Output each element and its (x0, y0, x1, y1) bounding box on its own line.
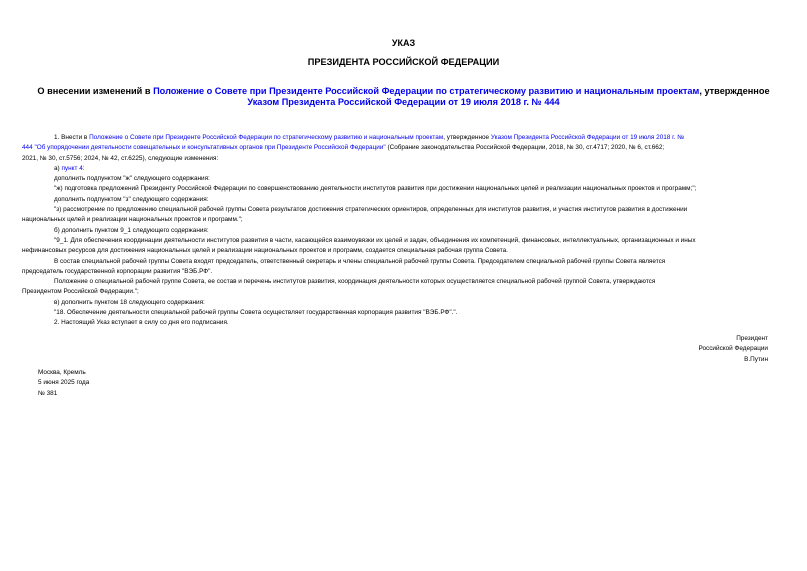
paragraph-1-line-2 (22, 143, 768, 153)
document-title-line-1 (0, 86, 807, 96)
signature-country: Российской Федерации (698, 345, 768, 353)
p1-link-decree-number[interactable]: 444 (22, 144, 33, 152)
subparagraph-a (38, 164, 768, 174)
a-prefix: а) (54, 164, 62, 172)
comp-line-2: председатель государственной корпорации развития "ВЭБ.РФ". (22, 267, 213, 275)
comp-line-1: В состав специальной рабочей группы Совета входят председатель, ответственный секретарь и члены специальной рабочей группы Совета. Председателем специальной рабочей группы Совета является (54, 257, 666, 265)
signature-title: Президент (736, 335, 768, 342)
p91-line-2: нефинансовых ресурсов для достижения национальных целей и реализации национальных проектов и программ, создается специальная рабочая группа Совета. (22, 247, 508, 255)
add-zh-paragraph: дополнить подпунктом "ж" следующего содержания: (54, 175, 210, 183)
footer-date: 5 июня 2025 года (38, 379, 90, 387)
point-9-1-text (22, 236, 768, 257)
title-prefix: О внесении изменений в (37, 86, 154, 96)
president-heading: ПРЕЗИДЕНТА РОССИЙСКОЙ ФЕДЕРАЦИИ (307, 57, 500, 67)
paragraph-1 (22, 133, 768, 164)
decree-heading: УКАЗ (391, 38, 416, 48)
p91-line-1: "9_1. Для обеспечения координации деятельности институтов развития в части, касающейся взаимоувязки их целей и задач, объединения их компетенций, финансовых, интеллектуальных, организационных и иных (54, 236, 696, 244)
p1-link-ordering-decree[interactable]: "Об упорядочении деятельности совещательных и консультативных органов при Президенте Российской Федерации" (34, 144, 386, 152)
p1-link-regulation[interactable]: Положение о Совете при Президенте Российской Федерации по стратегическому развитию и национальным проектам (89, 134, 444, 141)
p1-link-decree[interactable]: Указом Президента Российской Федерации от 19 июля 2018 г. № (490, 134, 685, 141)
p1-start: 1. Внести в (54, 134, 90, 141)
paragraph-1-line-3: 2021, № 30, ст.5756; 2024, № 42, ст.6225), следующие изменения: (22, 154, 219, 162)
document-title-line-2 (0, 97, 807, 107)
footer-place: Москва, Кремль (38, 369, 86, 376)
z-line-1: "з) рассмотрение по предложению специальной рабочей группы Совета результатов достижения стратегических ориентиров, определенных для институтов развития, и участия институтов развития в достижении (54, 206, 688, 214)
p1-source-1: (Собрание законодательства Российской Федерации, 2018, № 30, ст.4717; 2020, № 6, ст.662; (385, 144, 665, 152)
signature-block (699, 334, 769, 365)
zh-text: "ж) подготовка предложений Президенту Российской Федерации по совершенствованию деятельности институтов развития при достижении национальных целей и реализации национальных проектов и программ;"; (54, 185, 697, 193)
subparagraph-b: б) дополнить пунктом 9_1 следующего содержания: (54, 226, 209, 234)
paragraph-1-line-1 (38, 133, 768, 143)
add-z-paragraph: дополнить подпунктом "з" следующего содержания: (54, 195, 209, 203)
subparagraph-v: в) дополнить пунктом 18 следующего содержания: (54, 298, 205, 306)
title-link-regulation[interactable]: Положение о Совете при Президенте Российской Федерации по стратегическому развитию и национальным проектам (153, 86, 700, 96)
link-point-4[interactable]: пункт 4 (61, 164, 83, 172)
title-link-decree[interactable]: Указом Президента Российской Федерации от 19 июля 2018 г. № 444 (247, 97, 560, 107)
a-suffix: : (82, 164, 85, 172)
footer-number: № 381 (38, 389, 58, 397)
z-text (22, 205, 768, 226)
title-mid: , утвержденное (699, 86, 770, 96)
composition-text (22, 257, 768, 278)
point-18-text: "18. Обеспечение деятельности специальной рабочей группы Совета осуществляет государственная корпорация развития "ВЭБ.РФ".". (54, 309, 458, 317)
document-body (22, 133, 768, 329)
p1-mid: , утвержденное (443, 134, 491, 141)
pol-line-1: Положение о специальной рабочей группе Совета, ее состав и перечень институтов развития, координация деятельности которых осуществляется специальной рабочей группой Совета, утверждаются (54, 278, 656, 286)
footer-block (38, 368, 89, 399)
z-line-2: национальных целей и реализации национальных проектов и программ."; (22, 216, 243, 224)
pol-line-2: Президентом Российской Федерации."; (22, 288, 139, 296)
paragraph-2: 2. Настоящий Указ вступает в силу со дня его подписания. (54, 319, 229, 327)
regulation-text (22, 277, 768, 298)
signature-name: В.Путин (744, 355, 768, 363)
